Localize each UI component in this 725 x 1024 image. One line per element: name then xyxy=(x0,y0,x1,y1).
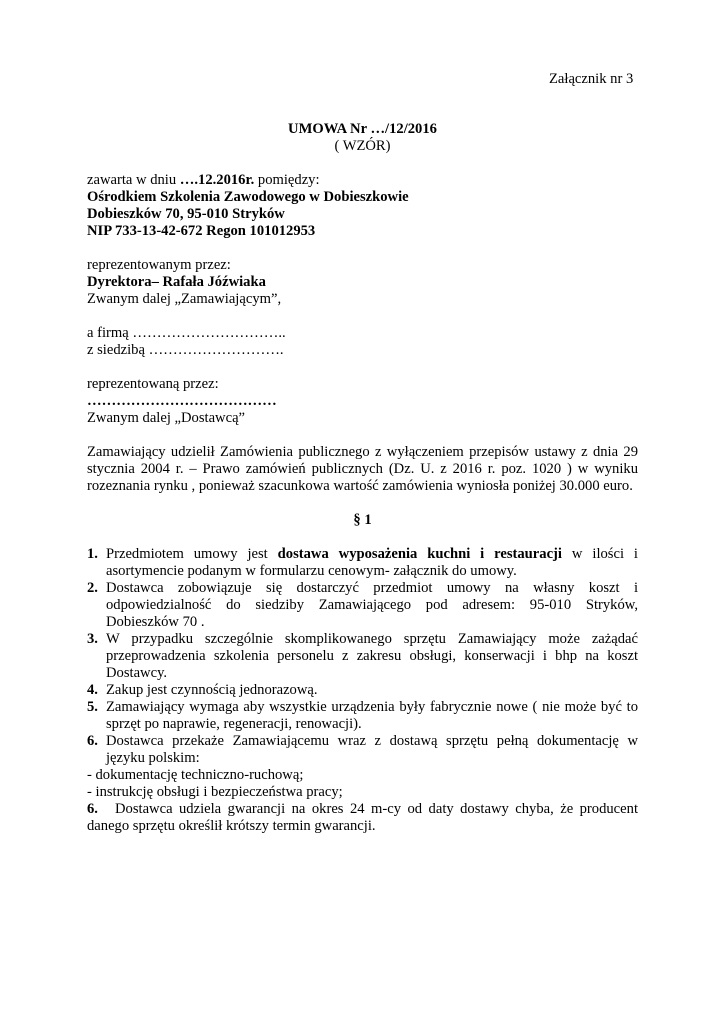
section-heading: § 1 xyxy=(353,512,372,528)
item-4-line-1: Zakup jest czynnością jednorazową. xyxy=(106,682,318,698)
item-2-line-3: Dobieszków 70 . xyxy=(106,614,205,630)
warranty-line-1: Dostawca udziela gwarancji na okres 24 m-cy od daty dostawy chyba, że producent xyxy=(115,801,638,817)
ordering-party-ids: NIP 733-13-42-672 Regon 101012953 xyxy=(87,223,316,239)
doc-list-item-1: - dokumentację techniczno-ruchową; xyxy=(87,767,304,783)
item-1-bold: dostawa wyposażenia kuchni i restauracji xyxy=(277,546,562,562)
item-3-line-3: Dostawcy. xyxy=(106,665,168,681)
item-2-line-1: Dostawca zobowiązuje się dostarczyć przedmiot umowy na własny koszt i xyxy=(106,580,638,596)
item-2-line-2: odpowiedzialność do siedziby Zamawiającego pod adresem: 95-010 Stryków, xyxy=(106,597,638,613)
attachment-label: Załącznik nr 3 xyxy=(549,71,634,87)
supplier-represented-label: reprezentowaną przez: xyxy=(87,376,219,392)
supplier-representative-dots: ………………………………… xyxy=(87,393,277,409)
ordering-party-address: Dobieszków 70, 95-010 Stryków xyxy=(87,206,285,222)
item-3-number: 3. xyxy=(87,631,98,647)
ordering-alias: Zwanym dalej „Zamawiającym”, xyxy=(87,291,282,307)
seat-line: z siedzibą ………………………. xyxy=(87,342,284,358)
item-1-line-1 xyxy=(106,546,638,564)
director-name: Dyrektora– Rafała Jóźwiaka xyxy=(87,274,266,290)
intro-paragraph-line-2: stycznia 2004 r. – Prawo zamówień publicznych (Dz. U. z 2016 r. poz. 1020 ) w wyniku xyxy=(87,461,638,477)
contract-title: UMOWA Nr …/12/2016 xyxy=(288,121,437,137)
concluded-date: ….12.2016r. xyxy=(179,172,255,188)
item-4-number: 4. xyxy=(87,682,98,698)
concluded-prefix: zawarta w dniu xyxy=(87,172,180,188)
item-5-line-2: sprzęt po naprawie, regeneracji, renowacji). xyxy=(106,716,362,732)
item-1-pre: Przedmiotem umowy jest xyxy=(106,546,278,562)
item-2-number: 2. xyxy=(87,580,98,596)
represented-by-label: reprezentowanym przez: xyxy=(87,257,231,273)
concluded-line xyxy=(87,172,320,190)
item-6-line-2: języku polskim: xyxy=(106,750,200,766)
item-6-number: 6. xyxy=(87,733,98,749)
contract-subtitle: ( WZÓR) xyxy=(334,138,391,154)
warranty-number: 6. xyxy=(87,801,98,817)
intro-paragraph-line-3: rozeznania rynku , ponieważ szacunkowa wartość zamówienia wyniosła poniżej 30.000 euro. xyxy=(87,478,633,494)
intro-paragraph-line-1: Zamawiający udzielił Zamówienia publicznego z wyłączeniem przepisów ustawy z dnia 29 xyxy=(87,444,638,460)
item-6-line-1: Dostawca przekaże Zamawiającemu wraz z dostawą sprzętu pełną dokumentację w xyxy=(106,733,638,749)
ordering-party-name: Ośrodkiem Szkolenia Zawodowego w Dobieszkowie xyxy=(87,189,409,205)
item-5-line-1: Zamawiający wymaga aby wszystkie urządzenia były fabrycznie nowe ( nie może być to xyxy=(106,699,638,715)
item-1-post: w ilości i xyxy=(561,546,638,562)
item-3-line-1: W przypadku szczególnie skomplikowanego sprzętu Zamawiający może zażądać xyxy=(106,631,638,647)
doc-list-item-2: - instrukcję obsługi i bezpieczeństwa pracy; xyxy=(87,784,343,800)
supplier-alias: Zwanym dalej „Dostawcą” xyxy=(87,410,246,426)
concluded-suffix: pomiędzy: xyxy=(254,172,320,188)
item-1-line-2: asortymencie podanym w formularzu cenowym- załącznik do umowy. xyxy=(106,563,517,579)
warranty-line-2: danego sprzętu określił krótszy termin gwarancji. xyxy=(87,818,376,834)
company-line: a firmą ………………………….. xyxy=(87,325,286,341)
item-1-number: 1. xyxy=(87,546,98,562)
item-3-line-2: przeprowadzenia szkolenia personelu z zakresu obsługi, konserwacji i bhp na koszt xyxy=(106,648,638,664)
item-5-number: 5. xyxy=(87,699,98,715)
